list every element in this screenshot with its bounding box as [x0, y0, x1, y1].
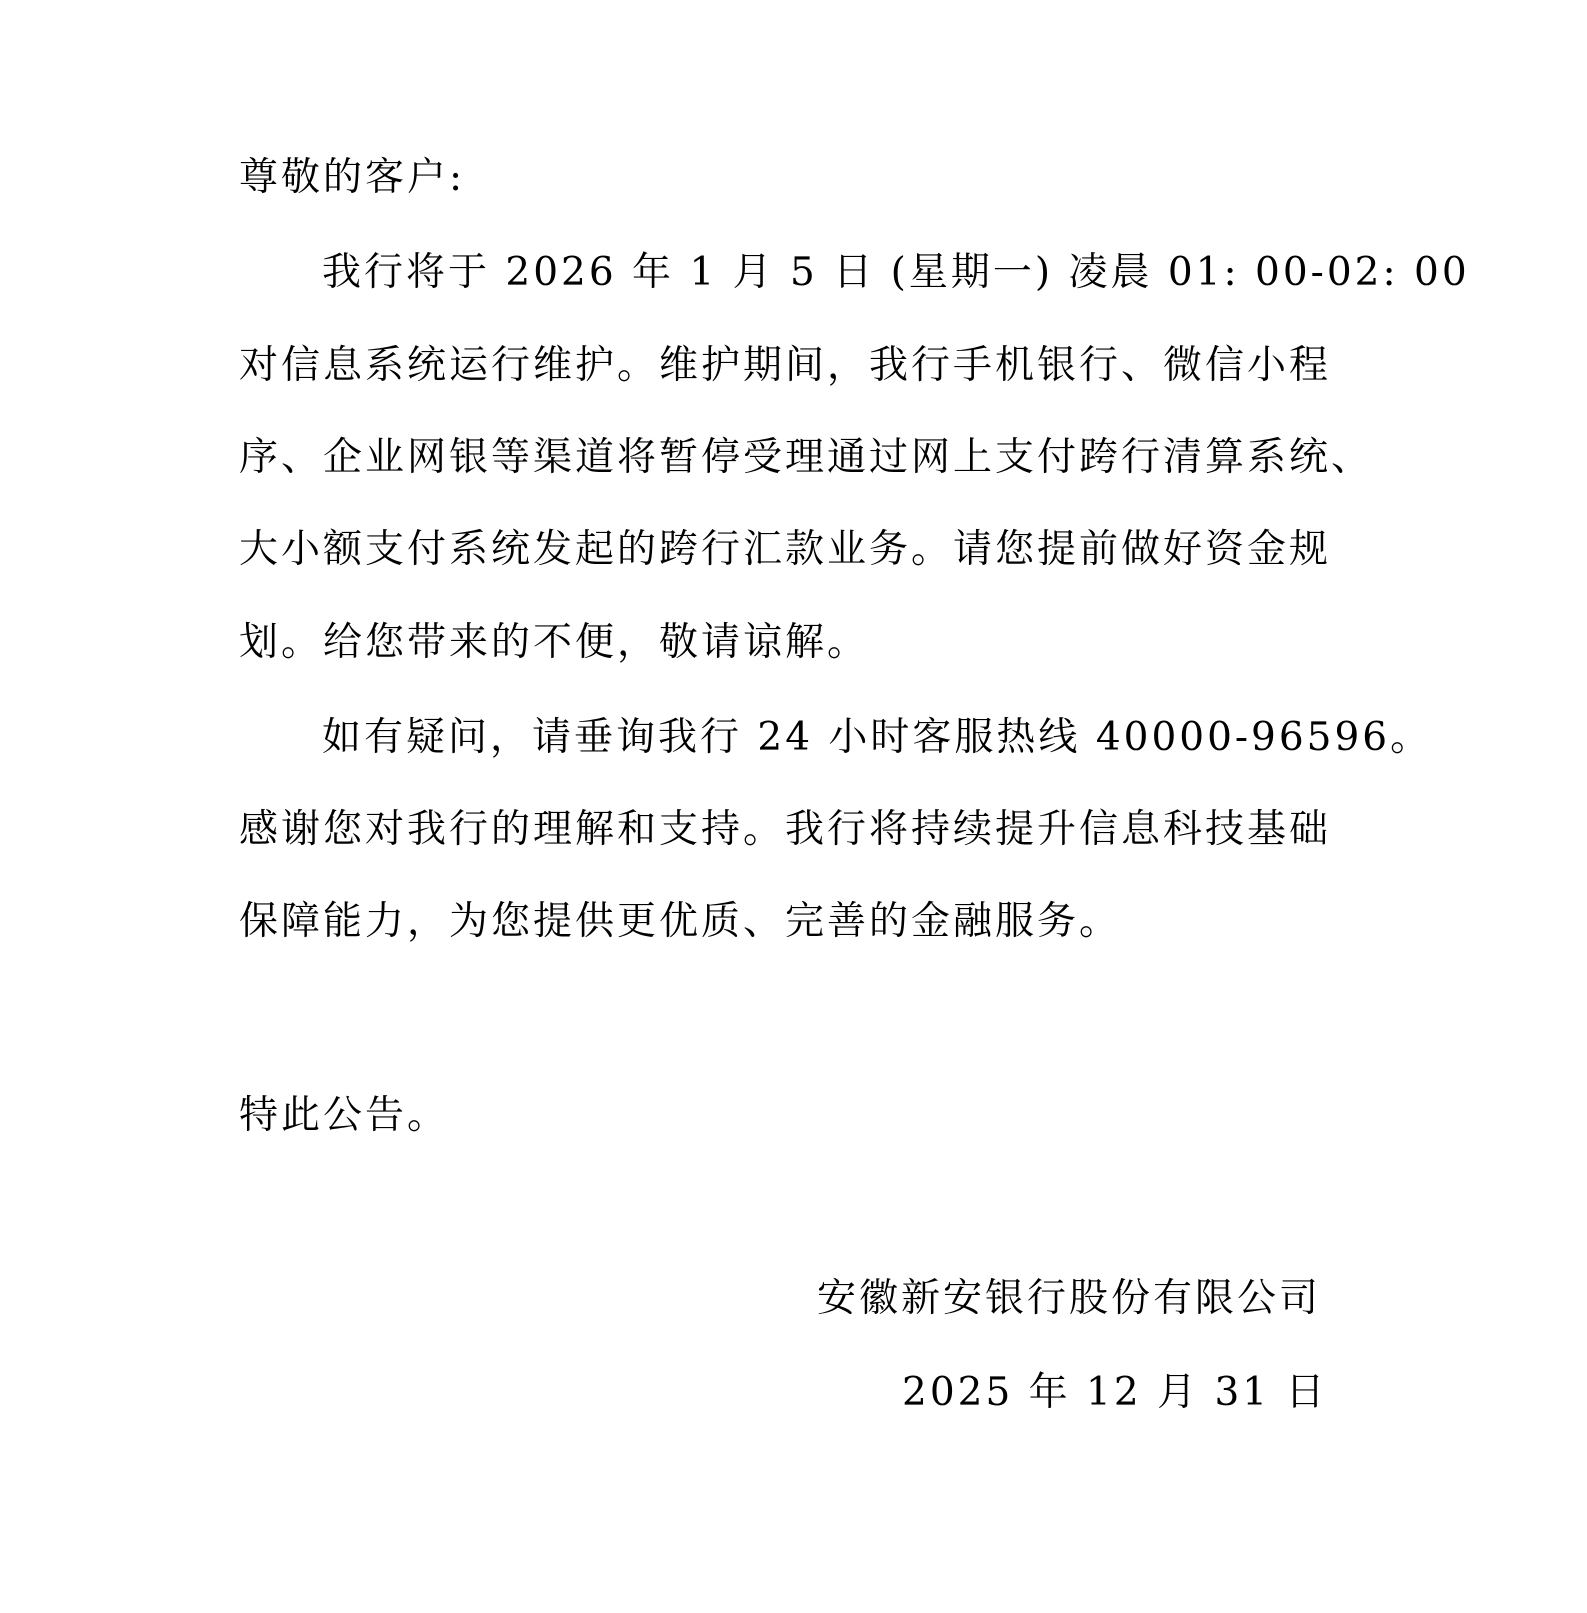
paragraph-2-line-3: 保障能力，为您提供更优质、完善的金融服务。 — [239, 899, 1122, 944]
paragraph-1-line-1: 我行将于 2026 年 1 月 5 日 (星期一) 凌晨 01: 00-02: 00 — [322, 250, 1470, 295]
paragraph-1-line-3: 序、企业网银等渠道将暂停受理通过网上支付跨行清算系统、 — [239, 435, 1374, 480]
closing-statement: 特此公告。 — [239, 1093, 450, 1138]
paragraph-1-line-2: 对信息系统运行维护。维护期间，我行手机银行、微信小程 — [239, 343, 1332, 388]
paragraph-2-line-1: 如有疑问，请垂询我行 24 小时客服热线 40000-96596。 — [322, 715, 1433, 760]
paragraph-1-line-5: 划。给您带来的不便，敬请谅解。 — [239, 620, 870, 665]
paragraph-2-line-2: 感谢您对我行的理解和支持。我行将持续提升信息科技基础 — [239, 807, 1332, 852]
signature-company: 安徽新安银行股份有限公司 — [817, 1276, 1322, 1321]
signature-date: 2025 年 12 月 31 日 — [902, 1370, 1328, 1415]
paragraph-1-line-4: 大小额支付系统发起的跨行汇款业务。请您提前做好资金规 — [239, 527, 1332, 572]
greeting: 尊敬的客户: — [239, 155, 466, 200]
